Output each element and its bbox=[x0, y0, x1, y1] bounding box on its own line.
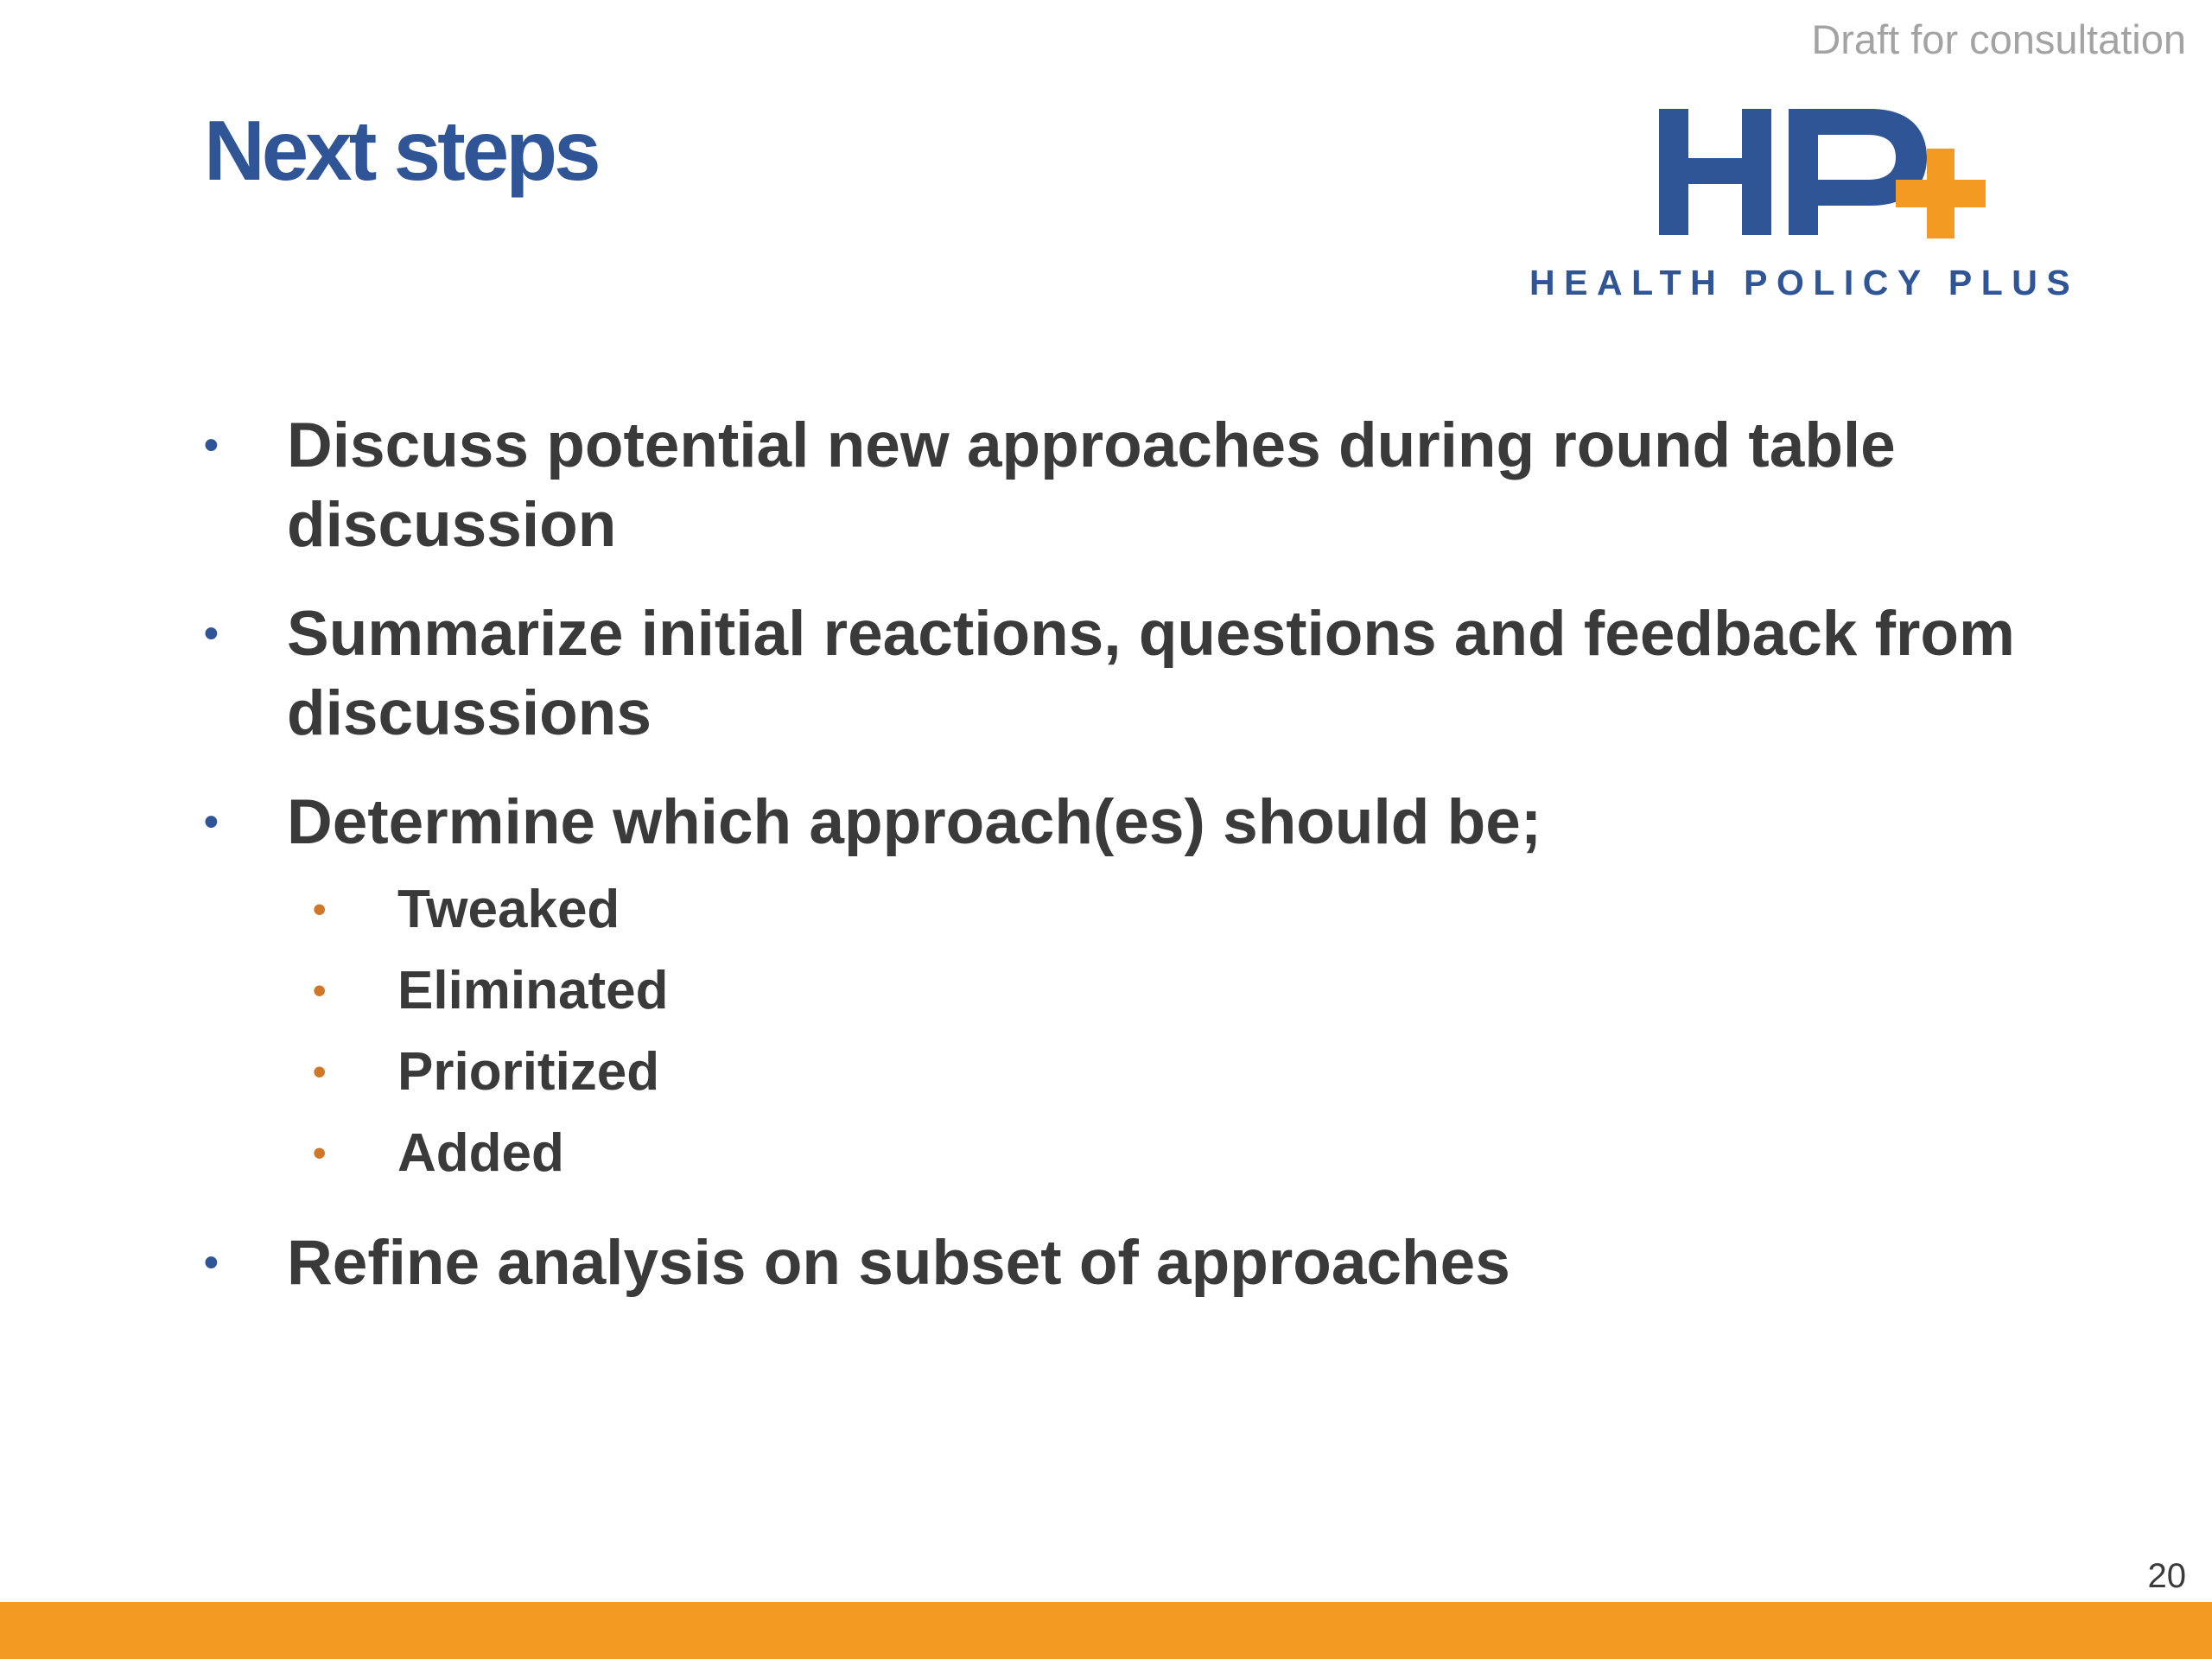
footer-accent-bar bbox=[0, 1602, 2212, 1659]
logo-letter-h bbox=[1659, 109, 1771, 235]
sub-bullet-item bbox=[199, 1032, 2056, 1113]
sub-bullet-text: Eliminated bbox=[397, 961, 669, 1020]
bullet-item bbox=[199, 783, 2056, 1194]
bullet-marker: • bbox=[204, 1240, 219, 1286]
bullet-marker: • bbox=[204, 611, 219, 657]
sub-bullet-marker: • bbox=[313, 969, 327, 1012]
sub-bullet-marker: • bbox=[313, 888, 327, 931]
bullet-text: Discuss potential new approaches during round table discussion bbox=[287, 410, 1896, 560]
sub-bullet-text: Prioritized bbox=[397, 1042, 660, 1102]
bullet-item bbox=[199, 1224, 2056, 1303]
sub-bullet-text: Added bbox=[397, 1123, 564, 1183]
sub-bullet-item bbox=[199, 950, 2056, 1032]
page-number: 20 bbox=[2147, 1557, 2186, 1595]
draft-watermark: Draft for consultation bbox=[1811, 16, 2186, 62]
bullet-marker: • bbox=[204, 423, 219, 468]
bullet-text: Refine analysis on subset of approaches bbox=[287, 1228, 1510, 1298]
sub-bullet-marker: • bbox=[313, 1132, 327, 1174]
slide-title: Next steps bbox=[204, 103, 598, 198]
sub-bullet-marker: • bbox=[313, 1051, 327, 1093]
bullet-text: Determine which approach(es) should be; bbox=[287, 787, 1542, 857]
bullet-marker: • bbox=[204, 799, 219, 845]
bullet-list bbox=[199, 406, 2056, 1332]
sub-bullet-item bbox=[199, 1113, 2056, 1194]
bullet-item bbox=[199, 594, 2056, 753]
sub-bullet-text: Tweaked bbox=[397, 880, 620, 939]
sub-bullet-list bbox=[287, 869, 2056, 1194]
bullet-text: Summarize initial reactions, questions and feedback from discussions bbox=[287, 599, 2015, 748]
logo-wordmark: HEALTH POLICY PLUS bbox=[1529, 263, 2080, 302]
sub-bullet-item bbox=[199, 869, 2056, 950]
logo-letter-p bbox=[1789, 109, 1927, 235]
bullet-item bbox=[199, 406, 2056, 565]
